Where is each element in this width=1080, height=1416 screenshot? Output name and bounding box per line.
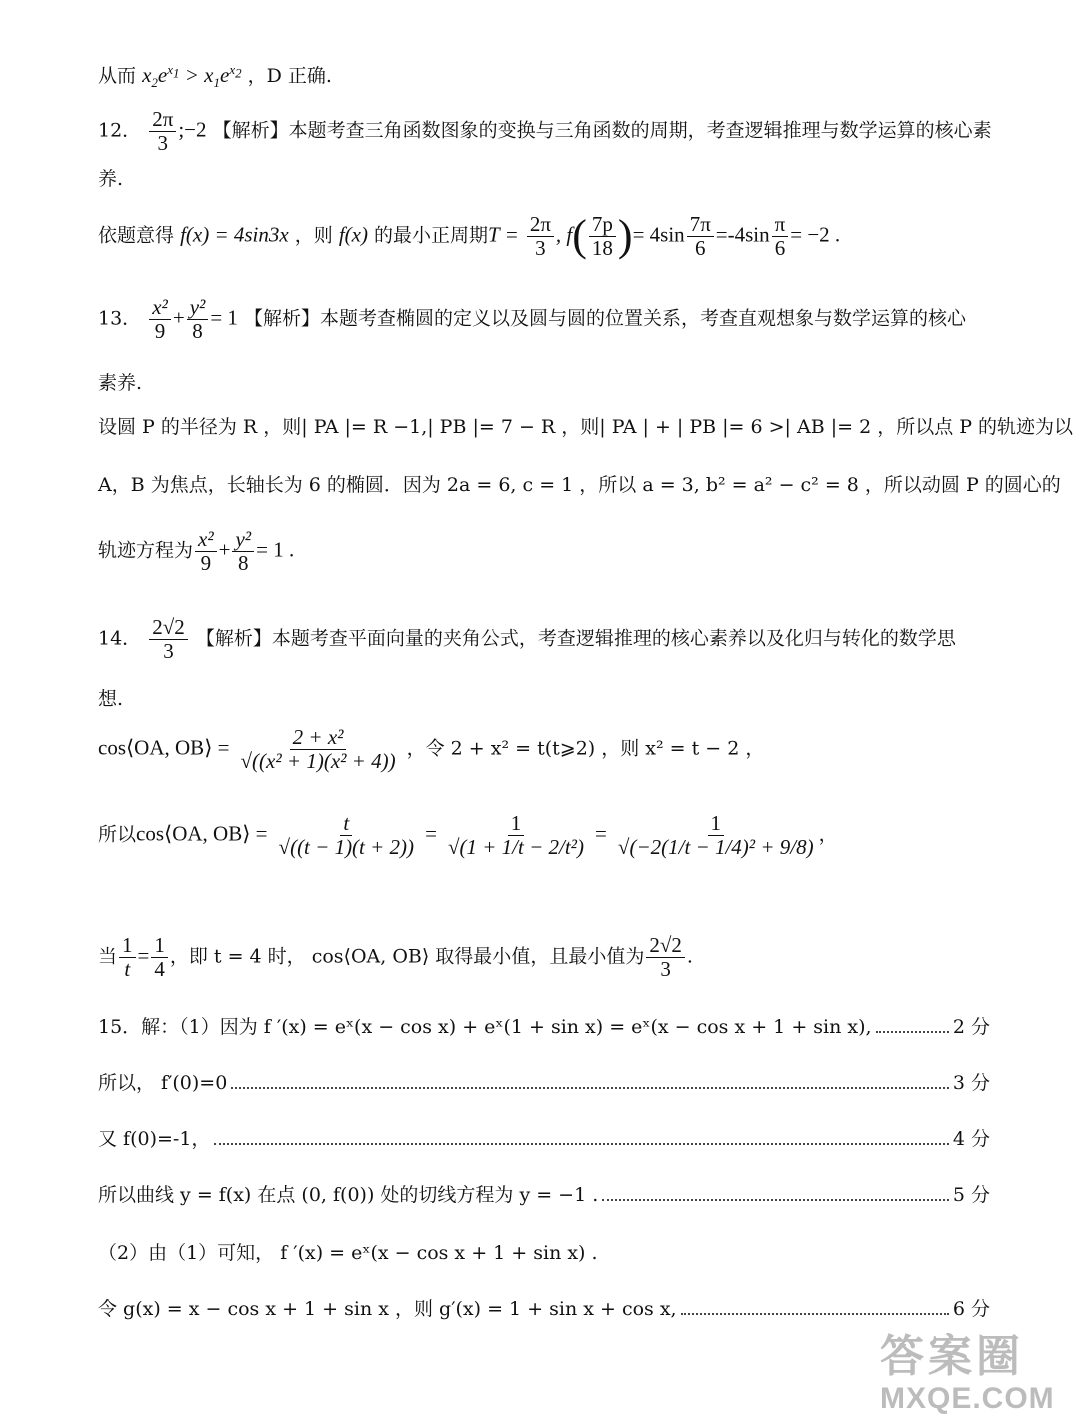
analysis-tag: 【解析】 (243, 307, 320, 330)
fraction (187, 296, 209, 343)
denominator: 3 (535, 235, 546, 260)
text: 当 (98, 945, 118, 968)
formula: , f (555, 222, 573, 247)
score: 5 分 (952, 1184, 990, 1206)
leader-dots (876, 1031, 949, 1033)
leader-dots (231, 1087, 949, 1089)
q12-header (98, 108, 990, 155)
formula: = (595, 821, 607, 846)
score: 3 分 (952, 1072, 990, 1094)
fraction (615, 812, 817, 859)
text: ，即 t = 4 时， cos⟨OA, OB⟩ 取得最小值，且最小值为 (169, 945, 645, 968)
formula: = 4sin (632, 222, 685, 247)
q13-header (98, 296, 990, 343)
denominator: √((x² + 1)(x² + 4)) (240, 749, 396, 774)
paren: ) (617, 211, 633, 260)
text: 轨迹方程为 (98, 539, 194, 562)
denominator: √(−2(1/t − 1/4)² + 9/8) (617, 835, 814, 860)
formula: = 1 (210, 305, 238, 330)
watermark-logo (880, 1320, 1070, 1415)
numerator: 7π (687, 213, 714, 237)
text: ，D 正确. (247, 65, 332, 87)
period-fraction (527, 213, 554, 260)
denominator: 4 (154, 957, 165, 982)
q14-cos-line (98, 726, 990, 773)
question-number: 14． (98, 627, 142, 650)
text: ， (818, 823, 838, 846)
fraction (445, 812, 587, 859)
q14-so-line (98, 812, 990, 859)
fraction (149, 296, 171, 343)
leader-dots (681, 1313, 949, 1315)
text: . (686, 945, 693, 968)
denominator: 9 (200, 551, 212, 576)
q12-solution (98, 210, 990, 263)
numerator: 1 (508, 812, 525, 836)
answer-tail: ;−2 (178, 117, 207, 142)
analysis-tag: 【解析】 (212, 119, 289, 142)
q15-line3 (98, 1128, 990, 1151)
answer-fraction (149, 616, 188, 663)
q13-p3 (98, 528, 990, 575)
numerator: y² (232, 528, 254, 552)
text: （2）由（1）可知， f ′(x) = eˣ(x − cos x + 1 + sin x) . (98, 1242, 598, 1264)
denominator: √(1 + 1/t − 2/t²) (447, 835, 584, 860)
denominator: 3 (157, 131, 169, 156)
formula: f(x) = 4sin3x (180, 222, 289, 247)
score: 4 分 (952, 1128, 990, 1150)
score: 6 分 (952, 1298, 990, 1320)
q14-header (98, 616, 990, 663)
question-number: 13． (98, 307, 142, 330)
denominator: 3 (660, 957, 671, 982)
numerator: 1 (119, 934, 136, 958)
sin-fraction (687, 213, 714, 260)
numerator: π (772, 213, 789, 237)
analysis-text: 本题考查平面向量的夹角公式，考查逻辑推理的核心素养以及化归与转化的数学思 (271, 627, 956, 650)
formula: + (218, 537, 231, 562)
fraction (238, 726, 399, 773)
q15-line4 (98, 1184, 990, 1207)
answer-fraction (149, 108, 176, 155)
numerator: 2π (527, 213, 554, 237)
formula: =-4sin (715, 222, 770, 247)
denominator: 6 (774, 235, 786, 260)
paren: ( (572, 211, 587, 260)
numerator: y² (187, 296, 209, 320)
fraction (276, 812, 418, 859)
text: 令 g(x) = x − cos x + 1 + sin x ，则 g′(x) = 1 + sin x + cos x, (98, 1298, 677, 1320)
fraction (151, 934, 168, 981)
formula: = (137, 943, 150, 968)
text: 依题意得 (98, 224, 175, 247)
text: 15．解：（1）因为 f ′(x) = eˣ(x − cos x) + eˣ(1 + sin x) = eˣ(x − cos x + 1 + sin x), (98, 1016, 872, 1038)
numerator: 7p (589, 213, 616, 237)
q15-line2 (98, 1072, 990, 1095)
text: ，令 2 + x² = t(t⩾2) ，则 x² = t − 2 ， (406, 737, 765, 760)
fraction (232, 528, 254, 575)
text: 想. (98, 688, 124, 710)
denominator: 8 (238, 551, 249, 576)
analysis-text: 本题考查三角函数图象的变换与三角函数的周期，考查逻辑推理与数学运算的核心素 (288, 119, 992, 142)
text: 的最小正周期 (374, 224, 489, 247)
text: 所以 (98, 823, 137, 846)
text: 设圆 P 的半径为 R ，则| PA |= R −1,| PB |= 7 − R ，则| PA | + | PB |= 6 >| AB |= 2 ，所以点 P 的轨迹为以 (98, 416, 1074, 438)
denominator: 6 (694, 235, 706, 260)
fraction (195, 528, 217, 575)
q15-line6 (98, 1298, 990, 1321)
formula: = −2 . (790, 222, 841, 247)
q13-p2 (98, 474, 1061, 497)
text: ，则 (294, 224, 333, 247)
denominator: 9 (154, 319, 166, 344)
text: 所以， f′(0)=0 (98, 1072, 228, 1094)
q15-line5 (98, 1242, 990, 1265)
numerator: 1 (151, 934, 168, 958)
formula: T = (488, 222, 519, 247)
q15-line1 (98, 1016, 990, 1039)
denominator: t (124, 957, 131, 982)
fraction (646, 934, 685, 981)
numerator: x² (149, 296, 171, 320)
arg-fraction (589, 213, 616, 260)
text: 养. (98, 168, 124, 190)
denominator: 3 (163, 639, 174, 664)
sin-fraction (772, 213, 789, 260)
formula: cos⟨OA, OB⟩ = (98, 735, 230, 760)
text: 从而 (98, 65, 137, 87)
q12-cont (98, 168, 990, 191)
text: 所以曲线 y = f(x) 在点 (0, f(0)) 处的切线方程为 y = −1 . (98, 1184, 599, 1206)
question-number: 12． (98, 119, 142, 142)
numerator: t (340, 812, 352, 836)
numerator: 2 + x² (290, 726, 347, 750)
q13-p1 (98, 416, 1074, 439)
denominator: 8 (192, 319, 203, 344)
formula: cos⟨OA, OB⟩ = (136, 821, 268, 846)
formula: + (172, 305, 185, 330)
watermark-line2: MXQE.COM (880, 1382, 1055, 1415)
numerator: 2π (149, 108, 176, 132)
q14-cont (98, 688, 990, 711)
line-conclusion (98, 62, 990, 91)
fraction (119, 934, 136, 981)
numerator: 2√2 (646, 934, 685, 958)
text: 素养. (98, 372, 143, 394)
leader-dots (214, 1143, 948, 1145)
formula: = (425, 821, 437, 846)
leader-dots (602, 1199, 949, 1201)
watermark-line1: 答案圈 (880, 1332, 1024, 1381)
analysis-text: 本题考查椭圆的定义以及圆与圆的位置关系，考查直观想象与数学运算的核心 (319, 307, 966, 330)
formula: $x_2e^{x_1} > x_1e^{x_2}$ (142, 62, 242, 91)
q14-when-line (98, 934, 990, 981)
formula: = 1 . (256, 537, 295, 562)
denominator: 18 (591, 235, 613, 260)
numerator: 2√2 (149, 616, 188, 640)
formula: f(x) (338, 222, 368, 247)
q13-cont (98, 372, 990, 395)
analysis-tag: 【解析】 (195, 627, 272, 650)
numerator: x² (195, 528, 217, 552)
text: 又 f(0)=-1， (98, 1128, 211, 1150)
numerator: 1 (708, 812, 725, 836)
text: A，B 为焦点，长轴长为 6 的椭圆．因为 2a = 6, c = 1 ，所以 a = 3, b² = a² − c² = 8 ，所以动圆 P 的圆心的 (98, 474, 1061, 496)
denominator: √((t − 1)(t + 2)) (278, 835, 415, 860)
score: 2 分 (952, 1016, 990, 1038)
